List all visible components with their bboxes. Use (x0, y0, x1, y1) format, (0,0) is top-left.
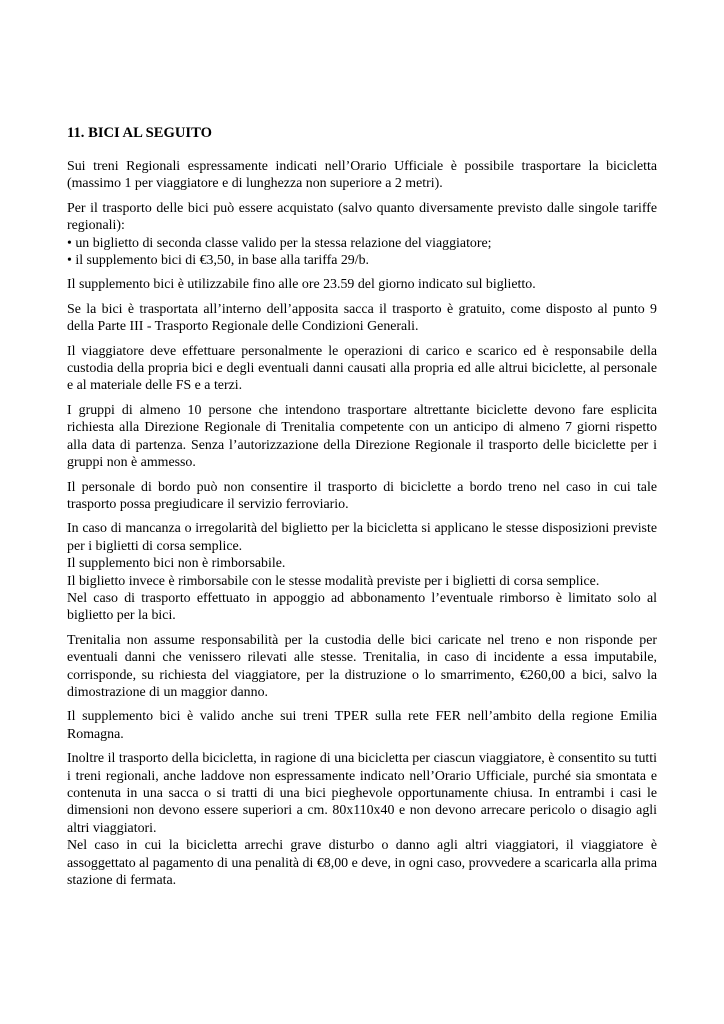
paragraph (67, 200, 657, 270)
paragraph-line: Trenitalia non assume responsabilità per la custodia delle bici caricate nel treno e non risponde per eventuali danni che venissero rilevati alle stesse. Trenitalia, in caso di incidente a essa imputabile, corrisponde, su richiesta del viaggiatore, per la distruzione o lo smarrimento, €260,00 a bici, salvo la dimostrazione di un maggior danno. (67, 632, 657, 700)
paragraph-line: Per il trasporto delle bici può essere acquistato (salvo quanto diversamente previsto dalle singole tariffe regionali): (67, 200, 657, 234)
paragraph-line: In caso di mancanza o irregolarità del biglietto per la bicicletta si applicano le stesse disposizioni previste per i biglietti di corsa semplice. (67, 521, 657, 554)
bullet-item: • un biglietto di seconda classe valido per la stessa relazione del viaggiatore; (67, 235, 492, 251)
paragraph (67, 301, 657, 336)
paragraph-line: Il supplemento bici è valido anche sui treni TPER sulla rete FER nell’ambito della regione Emilia Romagna. (67, 709, 657, 742)
paragraph (67, 708, 657, 743)
paragraph-line: I gruppi di almeno 10 persone che intendono trasportare altrettante biciclette devono fare esplicita richiesta alla Direzione Regionale di Trenitalia competente con un anticipo di almeno 7 giorni rispetto alla data di partenza. Senza l’autorizzazione della Direzione Regionale il trasporto delle biciclette per i gruppi non è ammesso. (67, 402, 657, 471)
paragraph-list (67, 158, 657, 889)
paragraph (67, 343, 657, 395)
paragraph-line: Il biglietto invece è rimborsabile con le stesse modalità previste per i biglietti di corsa semplice. (67, 573, 600, 589)
paragraph (67, 750, 657, 889)
paragraph (67, 520, 657, 624)
paragraph-line: Il viaggiatore deve effettuare personalmente le operazioni di carico e scarico ed è responsabile della custodia della propria bici e degli eventuali danni causati alla propria ed alle altrui biciclette, al personale e al materiale delle FS e a terzi. (67, 343, 657, 394)
paragraph-line: Sui treni Regionali espressamente indicati nell’Orario Ufficiale è possibile trasportare la bicicletta (massimo 1 per viaggiatore e di lunghezza non superiore a 2 metri). (67, 159, 657, 192)
paragraph-line: Nel caso di trasporto effettuato in appoggio ad abbonamento l’eventuale rimborso è limitato solo al biglietto per la bici. (67, 590, 657, 624)
bullet-item: • il supplemento bici di €3,50, in base alla tariffa 29/b. (67, 253, 370, 269)
paragraph (67, 158, 657, 193)
paragraph (67, 276, 657, 293)
paragraph-line: Nel caso in cui la bicicletta arrechi grave disturbo o danno agli altri viaggiatori, il viaggiatore è assoggettato al pagamento di una penalità di €8,00 e deve, in ogni caso, provvedere a scaricarla alla prima stazione di fermata. (67, 838, 657, 889)
paragraph (67, 632, 657, 702)
paragraph-line: Se la bici è trasportata all’interno dell’apposita sacca il trasporto è gratuito, come disposto al punto 9 della Parte III - Trasporto Regionale delle Condizioni Generali. (67, 301, 657, 335)
section-body (67, 124, 657, 896)
paragraph-line: Il personale di bordo può non consentire il trasporto di biciclette a bordo treno nel caso in cui tale trasporto possa pregiudicare il servizio ferroviario. (67, 479, 657, 512)
section-title: 11. BICI AL SEGUITO (67, 125, 212, 141)
paragraph-line: Il supplemento bici è utilizzabile fino alle ore 23.59 del giorno indicato sul biglietto. (67, 277, 536, 293)
paragraph-line: Inoltre il trasporto della bicicletta, in ragione di una bicicletta per ciascun viaggiatore, è consentito su tutti i treni regionali, anche laddove non espressamente indicato nell’Orario Ufficiale, purché sia smontata e contenuta in una sacca o si tratti di una bici pieghevole opportunamente chiusa. In entrambi i casi le dimensioni non devono essere superiori a cm. 80x110x40 e non devono arrecare pericolo o disagio agli altri viaggiatori. (67, 751, 657, 836)
paragraph-line: Il supplemento bici non è rimborsabile. (67, 556, 286, 572)
paragraph (67, 402, 657, 472)
paragraph (67, 479, 657, 514)
